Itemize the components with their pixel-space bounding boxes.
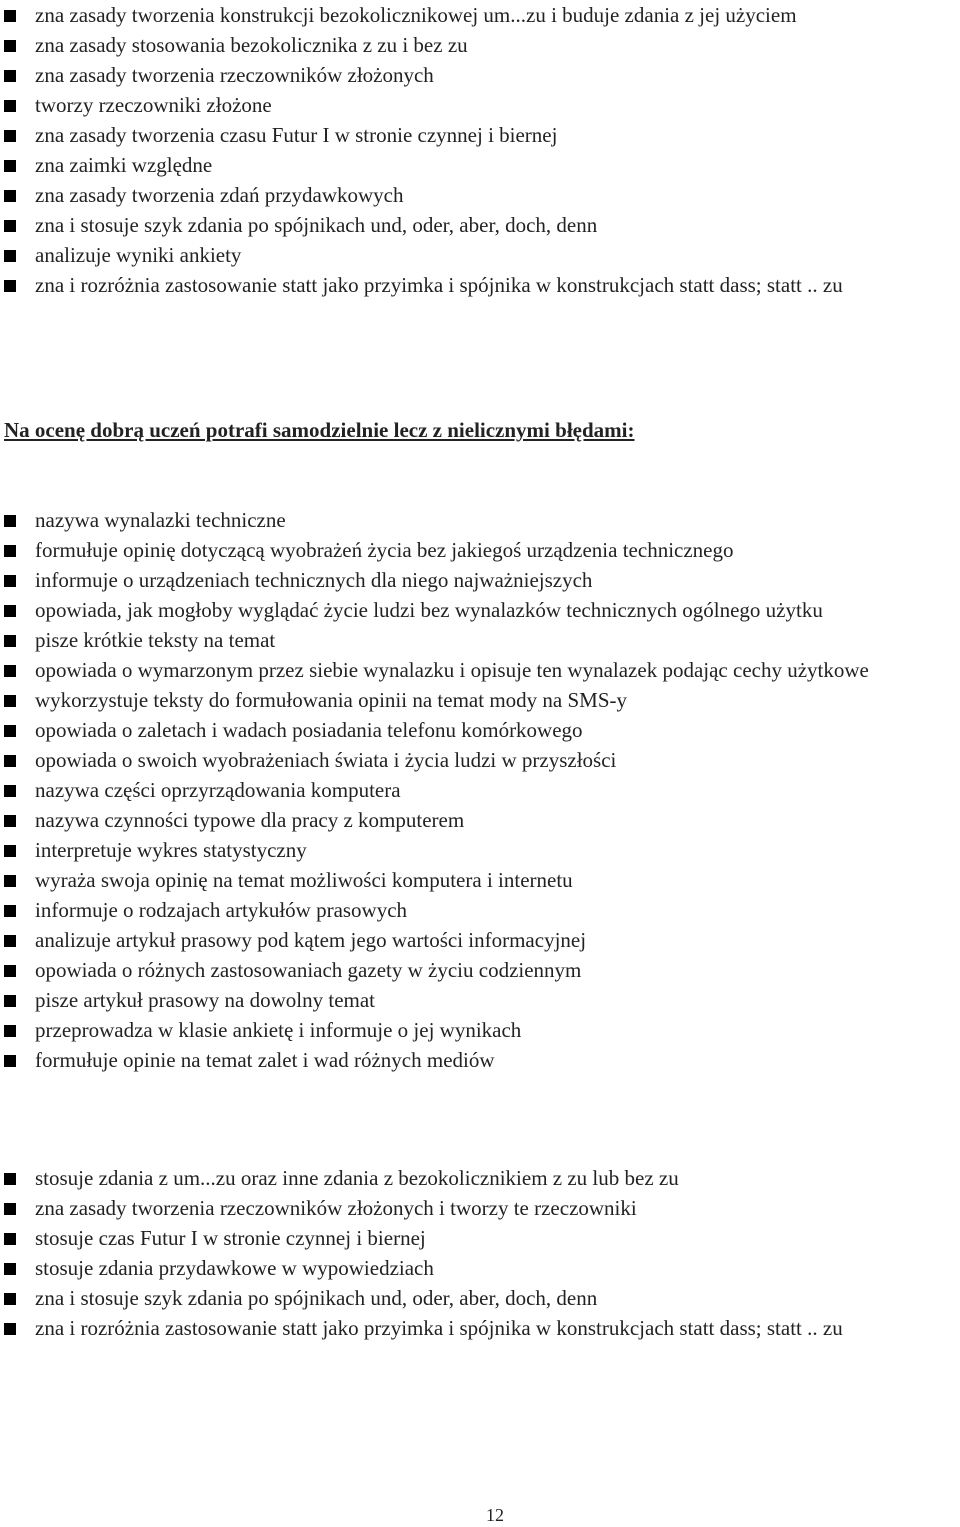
- list-item: opowiada o swoich wyobrażeniach świata i życia ludzi w przyszłości: [0, 745, 960, 775]
- square-bullet-icon: [4, 995, 16, 1007]
- list-item: opowiada, jak mogłoby wyglądać życie ludzi bez wynalazków technicznych ogólnego użytku: [0, 595, 960, 625]
- list-item: pisze artykuł prasowy na dowolny temat: [0, 985, 960, 1015]
- list-section-b: [0, 505, 960, 1075]
- square-bullet-icon: [4, 665, 16, 677]
- square-bullet-icon: [4, 190, 16, 202]
- list-item: zna zasady tworzenia rzeczowników złożonych: [0, 60, 960, 90]
- square-bullet-icon: [4, 515, 16, 527]
- list-item: zna zasady tworzenia konstrukcji bezokolicznikowej um...zu i buduje zdania z jej użyciem: [0, 0, 960, 30]
- bullet-list: [0, 1163, 960, 1343]
- square-bullet-icon: [4, 1025, 16, 1037]
- list-item: zna zasady tworzenia zdań przydawkowych: [0, 180, 960, 210]
- list-item: nazywa wynalazki techniczne: [0, 505, 960, 535]
- square-bullet-icon: [4, 965, 16, 977]
- list-item: zna i stosuje szyk zdania po spójnikach und, oder, aber, doch, denn: [0, 210, 960, 240]
- list-item: formułuje opinie na temat zalet i wad różnych mediów: [0, 1045, 960, 1075]
- square-bullet-icon: [4, 40, 16, 52]
- list-item: wyraża swoja opinię na temat możliwości komputera i internetu: [0, 865, 960, 895]
- square-bullet-icon: [4, 575, 16, 587]
- list-item: zna zasady stosowania bezokolicznika z zu i bez zu: [0, 30, 960, 60]
- square-bullet-icon: [4, 1323, 16, 1335]
- square-bullet-icon: [4, 1233, 16, 1245]
- square-bullet-icon: [4, 280, 16, 292]
- list-item: analizuje wyniki ankiety: [0, 240, 960, 270]
- square-bullet-icon: [4, 1263, 16, 1275]
- list-item: wykorzystuje teksty do formułowania opinii na temat mody na SMS-y: [0, 685, 960, 715]
- list-item: informuje o rodzajach artykułów prasowych: [0, 895, 960, 925]
- square-bullet-icon: [4, 605, 16, 617]
- page-number: 12: [486, 1505, 504, 1525]
- square-bullet-icon: [4, 220, 16, 232]
- list-item: interpretuje wykres statystyczny: [0, 835, 960, 865]
- square-bullet-icon: [4, 250, 16, 262]
- square-bullet-icon: [4, 545, 16, 557]
- square-bullet-icon: [4, 725, 16, 737]
- list-item: pisze krótkie teksty na temat: [0, 625, 960, 655]
- list-item: zna i rozróżnia zastosowanie statt jako przyimka i spójnika w konstrukcjach statt dass; statt .. zu: [0, 270, 960, 300]
- list-item: tworzy rzeczowniki złożone: [0, 90, 960, 120]
- list-item: formułuje opinię dotyczącą wyobrażeń życia bez jakiegoś urządzenia technicznego: [0, 535, 960, 565]
- square-bullet-icon: [4, 635, 16, 647]
- list-item: opowiada o wymarzonym przez siebie wynalazku i opisuje ten wynalazek podając cechy użytkowe: [0, 655, 960, 685]
- square-bullet-icon: [4, 160, 16, 172]
- square-bullet-icon: [4, 785, 16, 797]
- square-bullet-icon: [4, 1055, 16, 1067]
- bullet-list: [0, 0, 960, 300]
- square-bullet-icon: [4, 100, 16, 112]
- list-item: zna i stosuje szyk zdania po spójnikach und, oder, aber, doch, denn: [0, 1283, 960, 1313]
- square-bullet-icon: [4, 10, 16, 22]
- list-item: nazywa czynności typowe dla pracy z komputerem: [0, 805, 960, 835]
- square-bullet-icon: [4, 935, 16, 947]
- list-item: opowiada o zaletach i wadach posiadania telefonu komórkowego: [0, 715, 960, 745]
- square-bullet-icon: [4, 130, 16, 142]
- square-bullet-icon: [4, 695, 16, 707]
- square-bullet-icon: [4, 1173, 16, 1185]
- list-item: nazywa części oprzyrządowania komputera: [0, 775, 960, 805]
- list-item: zna zasady tworzenia rzeczowników złożonych i tworzy te rzeczowniki: [0, 1193, 960, 1223]
- list-item: przeprowadza w klasie ankietę i informuje o jej wynikach: [0, 1015, 960, 1045]
- square-bullet-icon: [4, 1293, 16, 1305]
- square-bullet-icon: [4, 755, 16, 767]
- list-section-c: [0, 1163, 960, 1343]
- square-bullet-icon: [4, 875, 16, 887]
- square-bullet-icon: [4, 845, 16, 857]
- list-item: stosuje czas Futur I w stronie czynnej i biernej: [0, 1223, 960, 1253]
- list-item: zna zaimki względne: [0, 150, 960, 180]
- square-bullet-icon: [4, 815, 16, 827]
- list-item: analizuje artykuł prasowy pod kątem jego wartości informacyjnej: [0, 925, 960, 955]
- square-bullet-icon: [4, 905, 16, 917]
- section-heading: Na ocenę dobrą uczeń potrafi samodzielnie lecz z nielicznymi błędami:: [4, 418, 635, 442]
- square-bullet-icon: [4, 1203, 16, 1215]
- list-item: zna zasady tworzenia czasu Futur I w stronie czynnej i biernej: [0, 120, 960, 150]
- bullet-list: [0, 505, 960, 1075]
- list-section-a: [0, 0, 960, 300]
- list-item: stosuje zdania przydawkowe w wypowiedziach: [0, 1253, 960, 1283]
- list-item: opowiada o różnych zastosowaniach gazety w życiu codziennym: [0, 955, 960, 985]
- list-item: informuje o urządzeniach technicznych dla niego najważniejszych: [0, 565, 960, 595]
- list-item: stosuje zdania z um...zu oraz inne zdania z bezokolicznikiem z zu lub bez zu: [0, 1163, 960, 1193]
- square-bullet-icon: [4, 70, 16, 82]
- list-item: zna i rozróżnia zastosowanie statt jako przyimka i spójnika w konstrukcjach statt dass; statt .. zu: [0, 1313, 960, 1343]
